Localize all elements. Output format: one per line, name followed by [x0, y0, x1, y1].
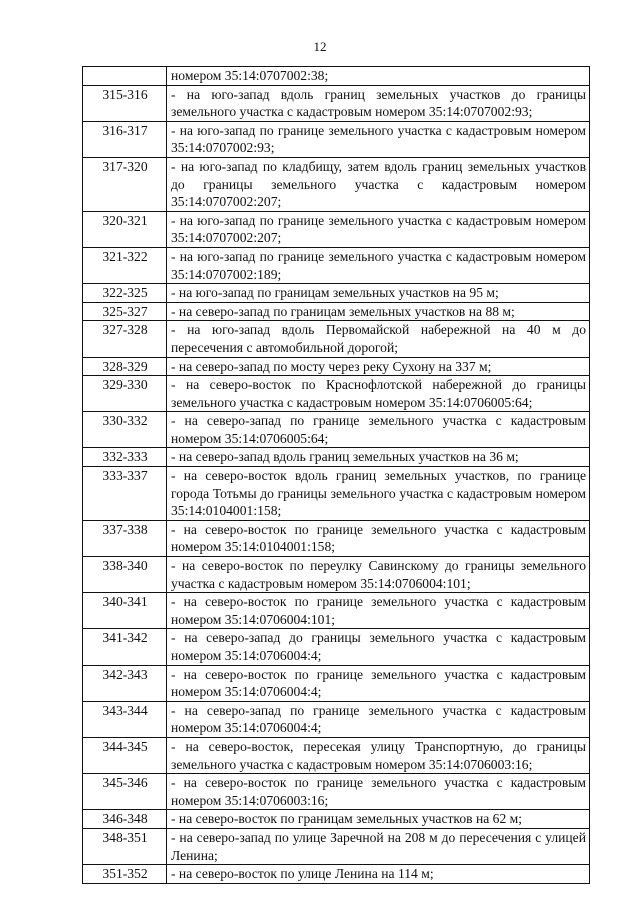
segment-cell: 344-345 [83, 737, 167, 773]
segment-cell: 330-332 [83, 412, 167, 448]
segment-cell: 345-346 [83, 774, 167, 810]
description-cell: - на юго-запад по границе земельного участка с кадастровым номером 35:14:0707002:207; [167, 211, 590, 247]
table-row [83, 67, 590, 86]
description-cell: - на северо-восток по Краснофлотской набережной до границы земельного участка с кадастровым номером 35:14:0706005:64; [167, 376, 590, 412]
description-cell: - на северо-восток по границе земельного участка с кадастровым номером 35:14:0104001:158; [167, 520, 590, 556]
segment-cell: 317-320 [83, 157, 167, 211]
segment-cell: 320-321 [83, 211, 167, 247]
segment-cell: 328-329 [83, 357, 167, 376]
table-row [83, 520, 590, 556]
table-row [83, 810, 590, 829]
description-cell: - на северо-запад по улице Заречной на 208 м до пересечения с улицей Ленина; [167, 828, 590, 864]
table-row [83, 557, 590, 593]
segment-cell: 348-351 [83, 828, 167, 864]
boundary-description-table [82, 66, 590, 884]
table-row [83, 828, 590, 864]
table-row [83, 357, 590, 376]
description-cell: номером 35:14:0707002:38; [167, 67, 590, 86]
segment-cell: 337-338 [83, 520, 167, 556]
table-row [83, 85, 590, 121]
description-cell: - на юго-запад по кладбищу, затем вдоль границ земельных участков до границы земельного участка с кадастровым номером 35:14:0707002:207; [167, 157, 590, 211]
description-cell: - на северо-восток по переулку Савинскому до границы земельного участка с кадастровым номером 35:14:0706004:101; [167, 557, 590, 593]
table-row [83, 448, 590, 467]
segment-cell: 333-337 [83, 467, 167, 521]
description-cell: - на юго-запад по границе земельного участка с кадастровым номером 35:14:0707002:189; [167, 247, 590, 283]
description-cell: - на северо-восток вдоль границ земельных участков, по границе города Тотьмы до границы земельного участка с кадастровым номером 35:14:0104001:158; [167, 467, 590, 521]
description-cell: - на юго-запад вдоль границ земельных участков до границы земельного участка с кадастровым номером 35:14:0707002:93; [167, 85, 590, 121]
segment-cell: 332-333 [83, 448, 167, 467]
description-cell: - на северо-восток по границе земельного участка с кадастровым номером 35:14:0706003:16; [167, 774, 590, 810]
segment-cell: 322-325 [83, 284, 167, 303]
table-row [83, 629, 590, 665]
segment-cell: 315-316 [83, 85, 167, 121]
description-cell: - на юго-запад по границе земельного участка с кадастровым номером 35:14:0707002:93; [167, 121, 590, 157]
description-cell: - на северо-восток по границе земельного участка с кадастровым номером 35:14:0706004:4; [167, 665, 590, 701]
page-number: 12 [313, 39, 327, 54]
description-cell: - на северо-восток по границе земельного участка с кадастровым номером 35:14:0706004:101; [167, 593, 590, 629]
table-body [83, 67, 590, 884]
table-row [83, 302, 590, 321]
table-row [83, 247, 590, 283]
segment-cell: 325-327 [83, 302, 167, 321]
table-row [83, 121, 590, 157]
segment-cell: 343-344 [83, 701, 167, 737]
table-row [83, 774, 590, 810]
segment-cell: 342-343 [83, 665, 167, 701]
description-cell: - на северо-запад по мосту через реку Сухону на 337 м; [167, 357, 590, 376]
segment-cell: 329-330 [83, 376, 167, 412]
table-row [83, 665, 590, 701]
table-row [83, 737, 590, 773]
table-row [83, 284, 590, 303]
table-row [83, 593, 590, 629]
segment-cell: 327-328 [83, 321, 167, 357]
description-cell: - на северо-восток по границам земельных участков на 62 м; [167, 810, 590, 829]
segment-cell: 321-322 [83, 247, 167, 283]
description-cell: - на северо-восток, пересекая улицу Транспортную, до границы земельного участка с кадастровым номером 35:14:0706003:16; [167, 737, 590, 773]
description-cell: - на северо-запад по границе земельного участка с кадастровым номером 35:14:0706005:64; [167, 412, 590, 448]
table-row [83, 865, 590, 884]
description-cell: - на юго-запад по границам земельных участков на 95 м; [167, 284, 590, 303]
table-row [83, 157, 590, 211]
description-cell: - на северо-запад до границы земельного участка с кадастровым номером 35:14:0706004:4; [167, 629, 590, 665]
table-row [83, 701, 590, 737]
segment-cell [83, 67, 167, 86]
segment-cell: 351-352 [83, 865, 167, 884]
table-row [83, 321, 590, 357]
segment-cell: 346-348 [83, 810, 167, 829]
table-row [83, 376, 590, 412]
table-row [83, 211, 590, 247]
segment-cell: 341-342 [83, 629, 167, 665]
description-cell: - на северо-запад вдоль границ земельных участков на 36 м; [167, 448, 590, 467]
segment-cell: 316-317 [83, 121, 167, 157]
segment-cell: 340-341 [83, 593, 167, 629]
description-cell: - на северо-запад по границе земельного участка с кадастровым номером 35:14:0706004:4; [167, 701, 590, 737]
description-cell: - на северо-запад по границам земельных участков на 88 м; [167, 302, 590, 321]
description-cell: - на юго-запад вдоль Первомайской набережной на 40 м до пересечения с автомобильной дорогой; [167, 321, 590, 357]
table-row [83, 412, 590, 448]
segment-cell: 338-340 [83, 557, 167, 593]
table-row [83, 467, 590, 521]
description-cell: - на северо-восток по улице Ленина на 114 м; [167, 865, 590, 884]
